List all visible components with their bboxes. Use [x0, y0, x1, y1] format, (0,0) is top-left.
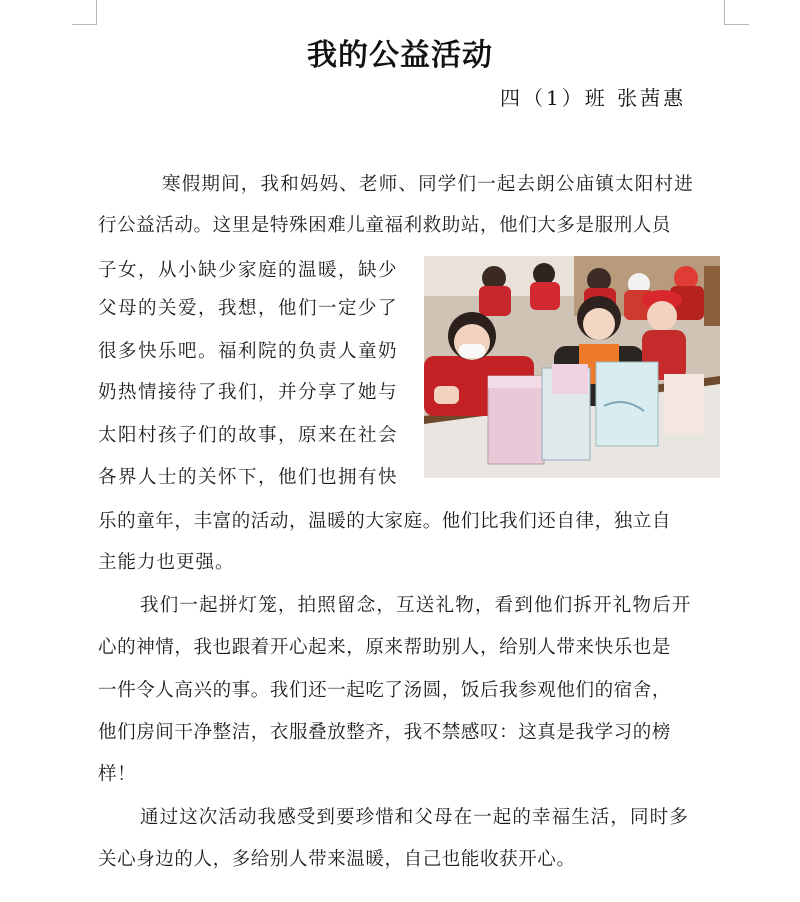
paragraph-1-line-1: 寒假期间，我和妈妈、老师、同学们一起去朗公庙镇太阳村进 [162, 174, 694, 195]
page-corner-mark-right [724, 0, 749, 25]
paragraph-1-line-5: 很多快乐吧。福利院的负责人童奶 [98, 341, 399, 362]
paragraph-3-line-1: 通过这次活动我感受到要珍惜和父母在一起的幸福生活，同时多 [140, 807, 689, 828]
paragraph-1-line-10: 主能力也更强。 [98, 552, 235, 573]
activity-photo-illustration [424, 256, 720, 478]
paragraph-2-line-1: 我们一起拼灯笼，拍照留念，互送礼物，看到他们拆开礼物后开 [140, 595, 692, 616]
paragraph-1-line-4: 父母的关爱，我想，他们一定少了 [98, 298, 399, 319]
paragraph-2-line-5: 样！ [98, 764, 137, 785]
paragraph-1-line-9: 乐的童年，丰富的活动，温暖的大家庭。他们比我们还自律，独立自 [98, 511, 672, 532]
paragraph-1-line-6: 奶热情接待了我们，并分享了她与 [98, 382, 399, 403]
paragraph-1-line-3: 子女，从小缺少家庭的温暖，缺少 [98, 260, 399, 281]
page-corner-mark-left [72, 0, 97, 25]
activity-photo [424, 256, 720, 478]
paragraph-2-line-4: 他们房间干净整洁，衣服叠放整齐，我不禁感叹：这真是我学习的榜 [98, 722, 672, 743]
paragraph-1-line-2: 行公益活动。这里是特殊困难儿童福利救助站，他们大多是服刑人员 [98, 215, 672, 236]
document-title: 我的公益活动 [307, 38, 493, 73]
paragraph-1-line-8: 各界人士的关怀下，他们也拥有快 [98, 467, 399, 488]
paragraph-1-line-7: 太阳村孩子们的故事，原来在社会 [98, 425, 399, 446]
paragraph-2-line-2: 心的神情，我也跟着开心起来，原来帮助别人，给别人带来快乐也是 [98, 637, 672, 658]
paragraph-3-line-2: 关心身边的人，多给别人带来温暖，自己也能收获开心。 [98, 849, 576, 870]
author-line: 四（1）班 张茜惠 [500, 86, 687, 110]
paragraph-2-line-3: 一件令人高兴的事。我们还一起吃了汤圆，饭后我参观他们的宿舍， [98, 680, 672, 701]
